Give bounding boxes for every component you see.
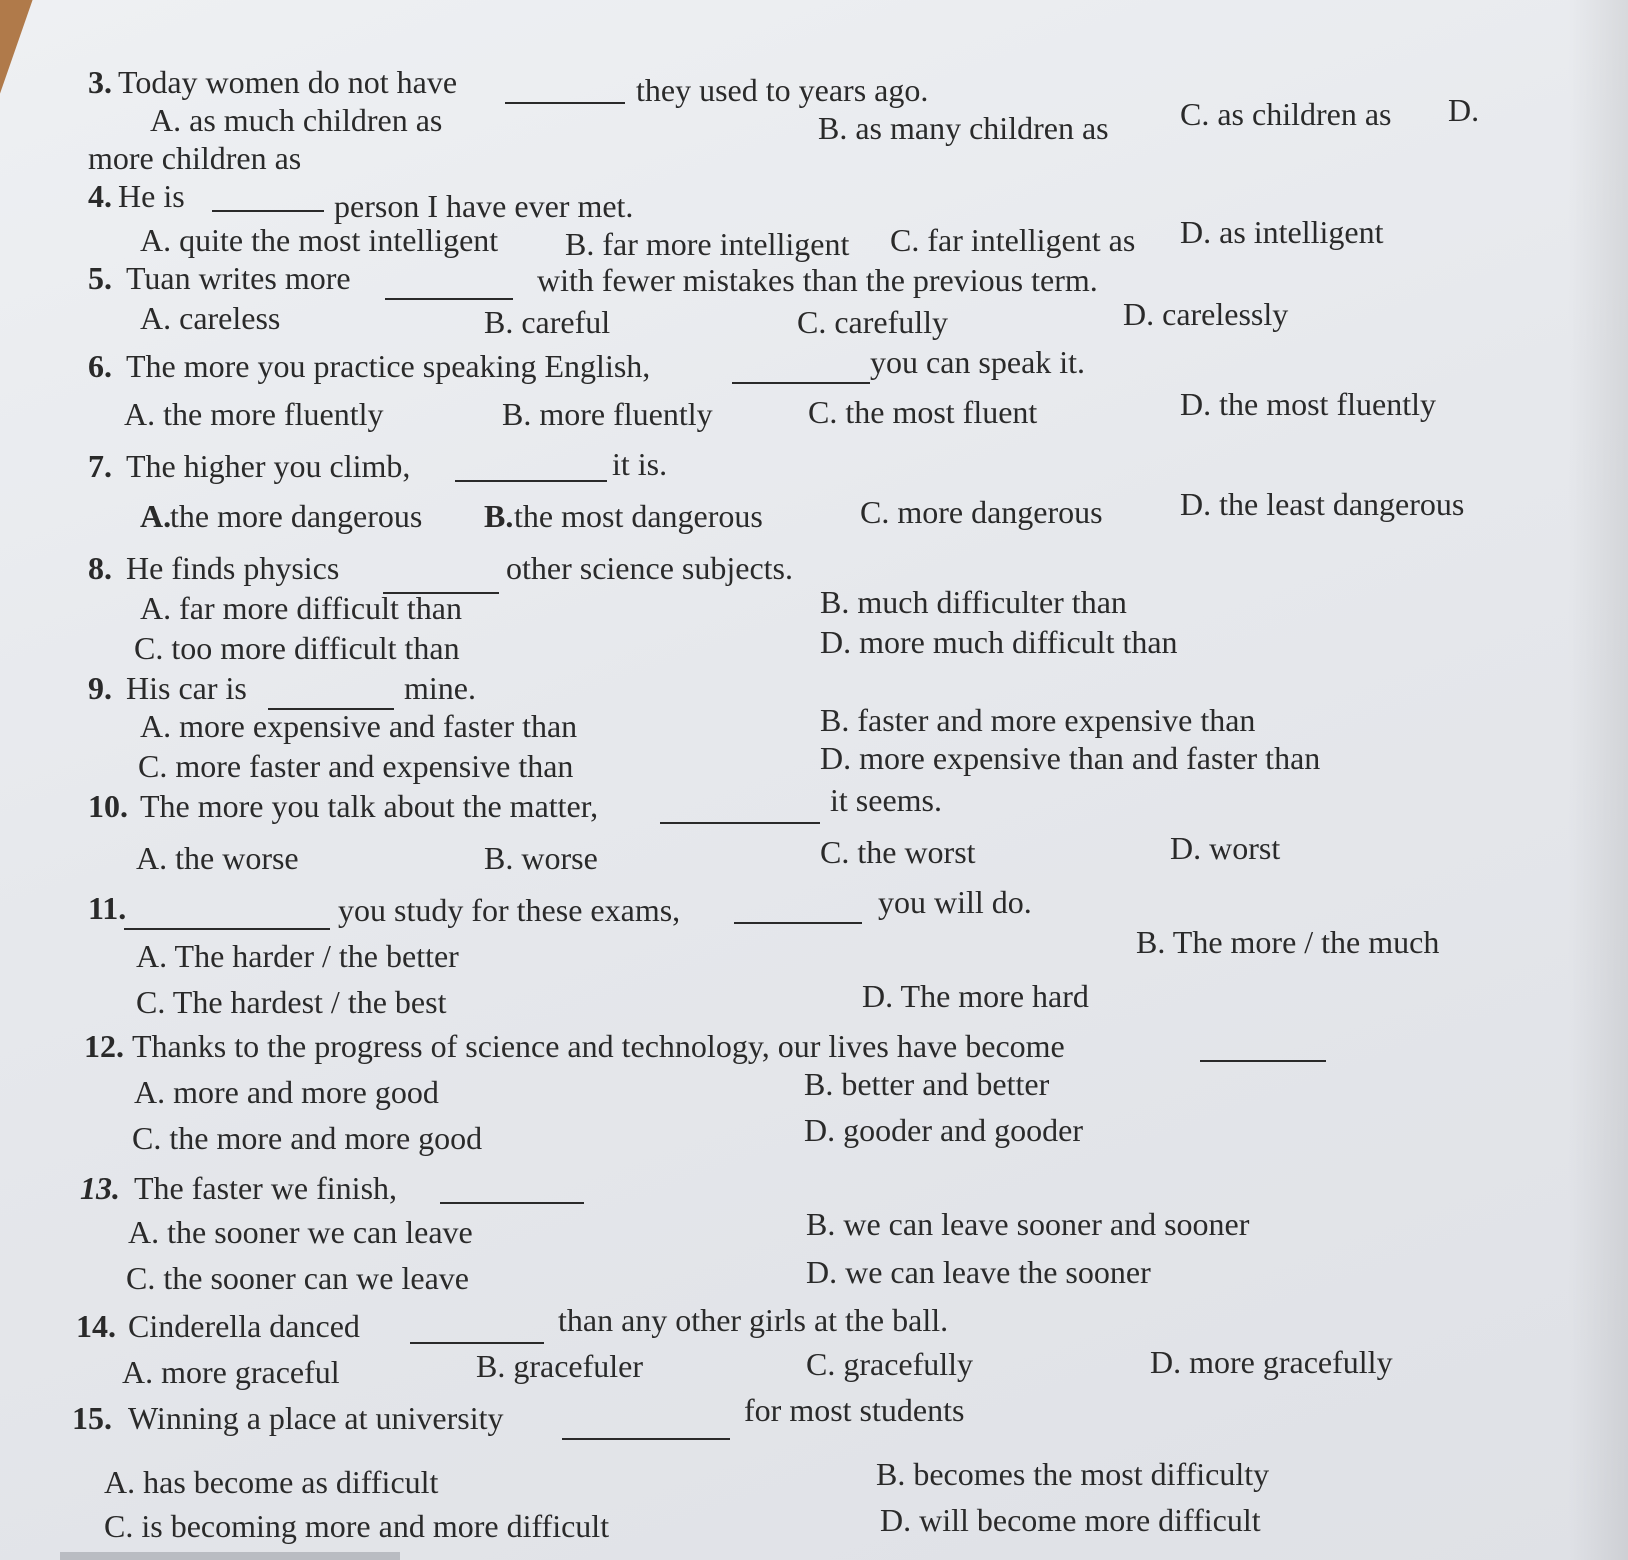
question-text-before: His car is <box>126 670 247 706</box>
option-a[interactable]: A. more expensive and faster than <box>140 708 578 744</box>
option-b[interactable]: B. becomes the most difficulty <box>876 1456 1270 1492</box>
option-d[interactable]: D. more expensive than and faster than <box>820 740 1321 776</box>
question-text-before: He is <box>118 178 185 214</box>
question-number: 15. <box>72 1400 112 1436</box>
question-text-before: The more you practice speaking English, <box>126 348 651 384</box>
question-text-after: with fewer mistakes than the previous term. <box>537 262 1098 298</box>
option-a[interactable]: A. careless <box>140 300 281 336</box>
option-b-letter: B. <box>484 498 514 534</box>
option-a[interactable]: A. the worse <box>136 840 299 876</box>
question-number: 11. <box>88 890 127 926</box>
option-d[interactable]: D. gooder and gooder <box>804 1112 1084 1148</box>
option-b[interactable]: B. as many children as <box>818 110 1109 146</box>
option-d[interactable]: D. worst <box>1170 830 1281 866</box>
option-b[interactable]: B. better and better <box>804 1066 1050 1102</box>
question-number: 6. <box>88 348 112 384</box>
question-15-options-row2 <box>0 1502 1628 1554</box>
option-b[interactable]: B. The more / the much <box>1136 924 1440 960</box>
question-number: 13. <box>80 1170 120 1206</box>
question-6-options <box>0 386 1628 442</box>
option-b[interactable]: the most dangerous <box>514 498 763 534</box>
question-text-before: Tuan writes more <box>126 260 351 296</box>
question-text-after: for most students <box>744 1392 965 1428</box>
option-d[interactable]: D. The more hard <box>862 978 1089 1014</box>
answer-blank[interactable] <box>268 674 394 710</box>
question-text-after: you will do. <box>878 884 1032 920</box>
question-11-options-row1 <box>0 924 1628 984</box>
question-number: 5. <box>88 260 112 296</box>
question-number: 8. <box>88 550 112 586</box>
option-d[interactable]: D. more gracefully <box>1150 1344 1393 1380</box>
option-a[interactable]: A. as much children as <box>150 102 443 138</box>
option-a[interactable]: A. the sooner we can leave <box>128 1214 473 1250</box>
answer-blank[interactable] <box>505 68 625 104</box>
option-b[interactable]: B. more fluently <box>502 396 713 432</box>
question-number: 3. <box>88 64 112 100</box>
question-text-before: He finds physics <box>126 550 340 586</box>
question-number: 12. <box>84 1028 124 1064</box>
option-b[interactable]: B. we can leave sooner and sooner <box>806 1206 1250 1242</box>
option-c[interactable]: C. the sooner can we leave <box>126 1260 469 1296</box>
option-b[interactable]: B. worse <box>484 840 598 876</box>
question-text-after: mine. <box>404 670 476 706</box>
answer-blank-2[interactable] <box>734 888 862 924</box>
option-a[interactable]: the more dangerous <box>170 498 423 534</box>
option-d[interactable]: D. will become more difficult <box>880 1502 1261 1538</box>
answer-blank[interactable] <box>455 446 607 482</box>
question-10-options <box>0 830 1628 886</box>
question-number: 7. <box>88 448 112 484</box>
option-d[interactable]: D. the least dangerous <box>1180 486 1465 522</box>
option-d[interactable]: D. we can leave the sooner <box>806 1254 1151 1290</box>
question-text-after: it seems. <box>830 782 942 818</box>
answer-blank[interactable] <box>562 1404 730 1440</box>
option-d[interactable]: D. the most fluently <box>1180 386 1436 422</box>
question-13-options-row2 <box>0 1254 1628 1306</box>
answer-blank[interactable] <box>732 348 870 384</box>
option-a[interactable]: A. more and more good <box>134 1074 439 1110</box>
answer-blank[interactable] <box>440 1168 584 1204</box>
option-c[interactable]: C. the more and more good <box>132 1120 483 1156</box>
option-a[interactable]: A. far more difficult than <box>140 590 462 626</box>
question-7-options <box>0 486 1628 544</box>
question-text-middle: you study for these exams, <box>338 892 681 928</box>
option-b[interactable]: B. careful <box>484 304 611 340</box>
page-bottom-strip <box>60 1552 400 1560</box>
option-d[interactable]: D. carelessly <box>1123 296 1289 332</box>
option-a[interactable]: A. The harder / the better <box>136 938 459 974</box>
question-11-options-row2 <box>0 978 1628 1030</box>
answer-blank[interactable] <box>410 1308 544 1344</box>
question-text-after: than any other girls at the ball. <box>558 1302 949 1338</box>
question-number: 4. <box>88 178 112 214</box>
option-a[interactable]: A. more graceful <box>122 1354 340 1390</box>
option-c[interactable]: C. too more difficult than <box>134 630 460 666</box>
option-d[interactable]: D. <box>1448 92 1480 128</box>
question-text-before: The more you talk about the matter, <box>140 788 599 824</box>
question-text-after: person I have ever met. <box>334 188 634 224</box>
question-text-before: The higher you climb, <box>126 448 411 484</box>
option-b[interactable]: B. faster and more expensive than <box>820 702 1256 738</box>
question-text-after: other science subjects. <box>506 550 793 586</box>
option-c[interactable]: C. is becoming more and more difficult <box>104 1508 610 1544</box>
option-d[interactable]: D. as intelligent <box>1180 214 1384 250</box>
question-text-before: Today women do not have <box>118 64 458 100</box>
question-number: 10. <box>88 788 128 824</box>
question-number: 9. <box>88 670 112 706</box>
question-15-options-row1 <box>0 1456 1628 1510</box>
question-15-stem <box>0 1392 1628 1446</box>
answer-blank[interactable] <box>660 788 820 824</box>
option-c[interactable]: C. The hardest / the best <box>136 984 447 1020</box>
option-b[interactable]: B. gracefuler <box>476 1348 644 1384</box>
question-12-options-row2 <box>0 1112 1628 1166</box>
option-a[interactable]: A. quite the most intelligent <box>140 222 499 258</box>
question-text-after: it is. <box>612 446 668 482</box>
option-a[interactable]: A. has become as difficult <box>104 1464 439 1500</box>
option-d[interactable]: D. more much difficult than <box>820 624 1178 660</box>
question-10-stem <box>0 782 1628 834</box>
question-text-before: Cinderella danced <box>128 1308 360 1344</box>
question-number: 14. <box>76 1308 116 1344</box>
option-c[interactable]: C. gracefully <box>806 1346 974 1382</box>
answer-blank[interactable] <box>1200 1026 1326 1062</box>
option-b[interactable]: B. far more intelligent <box>565 226 850 262</box>
answer-blank-1[interactable] <box>124 894 330 930</box>
option-c[interactable]: C. the worst <box>820 834 976 870</box>
option-a-letter: A. <box>140 498 172 534</box>
question-text-before: The faster we finish, <box>134 1170 398 1206</box>
option-c[interactable]: C. far intelligent as <box>890 222 1136 258</box>
option-c[interactable]: C. the most fluent <box>808 394 1038 430</box>
question-text-before: Winning a place at university <box>128 1400 504 1436</box>
option-c[interactable]: C. more dangerous <box>860 494 1103 530</box>
question-text-before: Thanks to the progress of science and technology, our lives have become <box>132 1028 1065 1064</box>
question-5-options <box>0 298 1628 346</box>
answer-blank[interactable] <box>212 176 324 212</box>
question-text-after: they used to years ago. <box>636 72 929 108</box>
option-a[interactable]: A. the more fluently <box>124 396 384 432</box>
option-c[interactable]: C. as children as <box>1180 96 1392 132</box>
option-c[interactable]: C. more faster and expensive than <box>138 748 574 784</box>
option-d-continued: more children as <box>88 140 302 176</box>
option-b[interactable]: B. much difficulter than <box>820 584 1127 620</box>
option-c[interactable]: C. carefully <box>797 304 949 340</box>
answer-blank[interactable] <box>385 264 513 300</box>
question-text-after: you can speak it. <box>870 344 1086 380</box>
